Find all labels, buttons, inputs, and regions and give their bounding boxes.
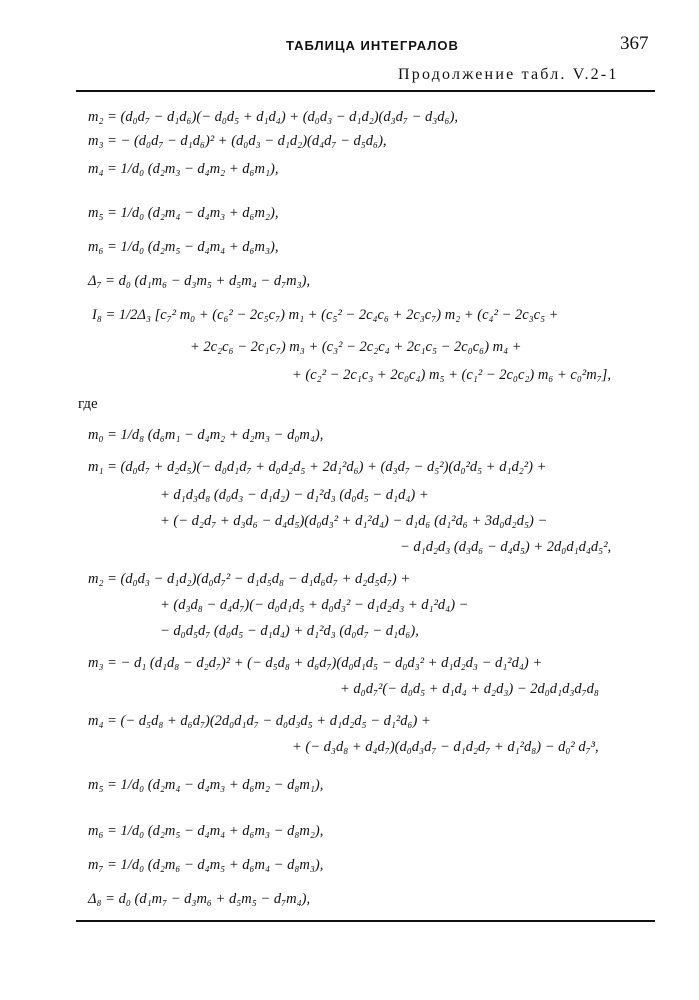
formula-m1-line1: m₁ = (d₀d₇ + d₂d₅)(− d₀d₁d₇ + d₀d₂d₅ + 2d₁²d₆) + (d₃d₇ − d₅²)(d₀²d₅ + d₁d₂²) + xyxy=(88,459,547,475)
formula-m4b-line2: + (− d₃d₈ + d₄d₇)(d₀d₃d₇ − d₁d₂d₇ + d₁²d₈) − d₀² d₇³, xyxy=(292,739,599,755)
formula-m2: m₂ = (d₀d₇ − d₁d₆)(− d₀d₅ + d₁d₄) + (d₀d₃ − d₁d₂)(d₃d₇ − d₃d₆), xyxy=(88,109,459,125)
formula-m4b-line1: m₄ = (− d₅d₈ + d₆d₇)(2d₀d₁d₇ − d₀d₃d₅ + d₁d₂d₅ − d₁²d₆) + xyxy=(88,713,431,729)
formula-I8-line3: + (c₂² − 2c₁c₃ + 2c₀c₄) m₅ + (c₁² − 2c₀c₂) m₆ + c₀²m₇], xyxy=(292,367,612,383)
formula-delta7: Δ₇ = d₀ (d₁m₆ − d₃m₅ + d₅m₄ − d₇m₃), xyxy=(88,273,311,289)
formula-m1-line2: + d₁d₃d₈ (d₀d₃ − d₁d₂) − d₁²d₃ (d₀d₅ − d₁d₄) + xyxy=(160,487,429,503)
formula-m7b: m₇ = 1/d₀ (d₂m₆ − d₄m₅ + d₆m₄ − d₈m₃), xyxy=(88,857,324,873)
formula-m3b-line1: m₃ = − d₁ (d₁d₈ − d₂d₇)² + (− d₅d₈ + d₆d₇)(d₀d₁d₅ − d₀d₃² + d₁d₂d₃ − d₁²d₄) + xyxy=(88,655,543,671)
formula-m1-line3: + (− d₂d₇ + d₃d₆ − d₄d₅)(d₀d₃² + d₁²d₄) − d₁d₆ (d₁²d₆ + 3d₀d₂d₅) − xyxy=(160,513,548,529)
table-continuation-label: Продолжение табл. V.2-1 xyxy=(398,66,619,83)
formula-m0: m₀ = 1/d₈ (d₆m₁ − d₄m₂ + d₂m₃ − d₀m₄), xyxy=(88,427,324,443)
formula-m5: m₅ = 1/d₀ (d₂m₄ − d₄m₃ + d₆m₂), xyxy=(88,205,279,221)
formula-m2b-line3: − d₀d₅d₇ (d₀d₅ − d₁d₄) + d₁²d₃ (d₀d₇ − d₁d₆), xyxy=(160,623,419,639)
formula-m5b: m₅ = 1/d₀ (d₂m₄ − d₄m₃ + d₆m₂ − d₈m₁), xyxy=(88,777,324,793)
formula-I8-line1: I₈ = 1/2Δ₃ [c₇² m₀ + (c₆² − 2c₅c₇) m₁ + (c₅² − 2c₄c₆ + 2c₃c₇) m₂ + (c₄² − 2c₃c₅ + xyxy=(92,307,559,323)
formula-delta8: Δ₈ = d₀ (d₁m₇ − d₃m₆ + d₅m₅ − d₇m₄), xyxy=(88,891,311,907)
formula-m3b-line2: + d₀d₇²(− d₀d₅ + d₁d₄ + d₂d₃) − 2d₀d₁d₃d₇d₈ xyxy=(340,681,599,697)
formula-m6b: m₆ = 1/d₀ (d₂m₅ − d₄m₄ + d₆m₃ − d₈m₂), xyxy=(88,823,324,839)
running-header-title: ТАБЛИЦА ИНТЕГРАЛОВ xyxy=(286,38,459,53)
formula-I8-line2: + 2c₂c₆ − 2c₁c₇) m₃ + (c₃² − 2c₂c₄ + 2c₁c₅ − 2c₀c₆) m₄ + xyxy=(190,339,522,355)
formula-m2b-line2: + (d₃d₈ − d₄d₇)(− d₀d₁d₅ + d₀d₃² − d₁d₂d₃ + d₁²d₄) − xyxy=(160,597,469,613)
footer-rule xyxy=(76,920,655,922)
formula-m3: m₃ = − (d₀d₇ − d₁d₆)² + (d₀d₃ − d₁d₂)(d₄d₇ − d₅d₆), xyxy=(88,133,387,149)
where-word: где xyxy=(78,396,98,412)
formula-m2b-line1: m₂ = (d₀d₃ − d₁d₂)(d₀d₇² − d₁d₅d₈ − d₁d₆d₇ + d₂d₅d₇) + xyxy=(88,571,411,587)
formula-m6: m₆ = 1/d₀ (d₂m₅ − d₄m₄ + d₆m₃), xyxy=(88,239,279,255)
formula-m1-line4: − d₁d₂d₃ (d₃d₆ − d₄d₅) + 2d₀d₁d₄d₅², xyxy=(400,539,612,555)
formula-m4: m₄ = 1/d₀ (d₂m₃ − d₄m₂ + d₆m₁), xyxy=(88,161,279,177)
header-rule xyxy=(76,90,655,92)
page-number: 367 xyxy=(620,33,649,54)
